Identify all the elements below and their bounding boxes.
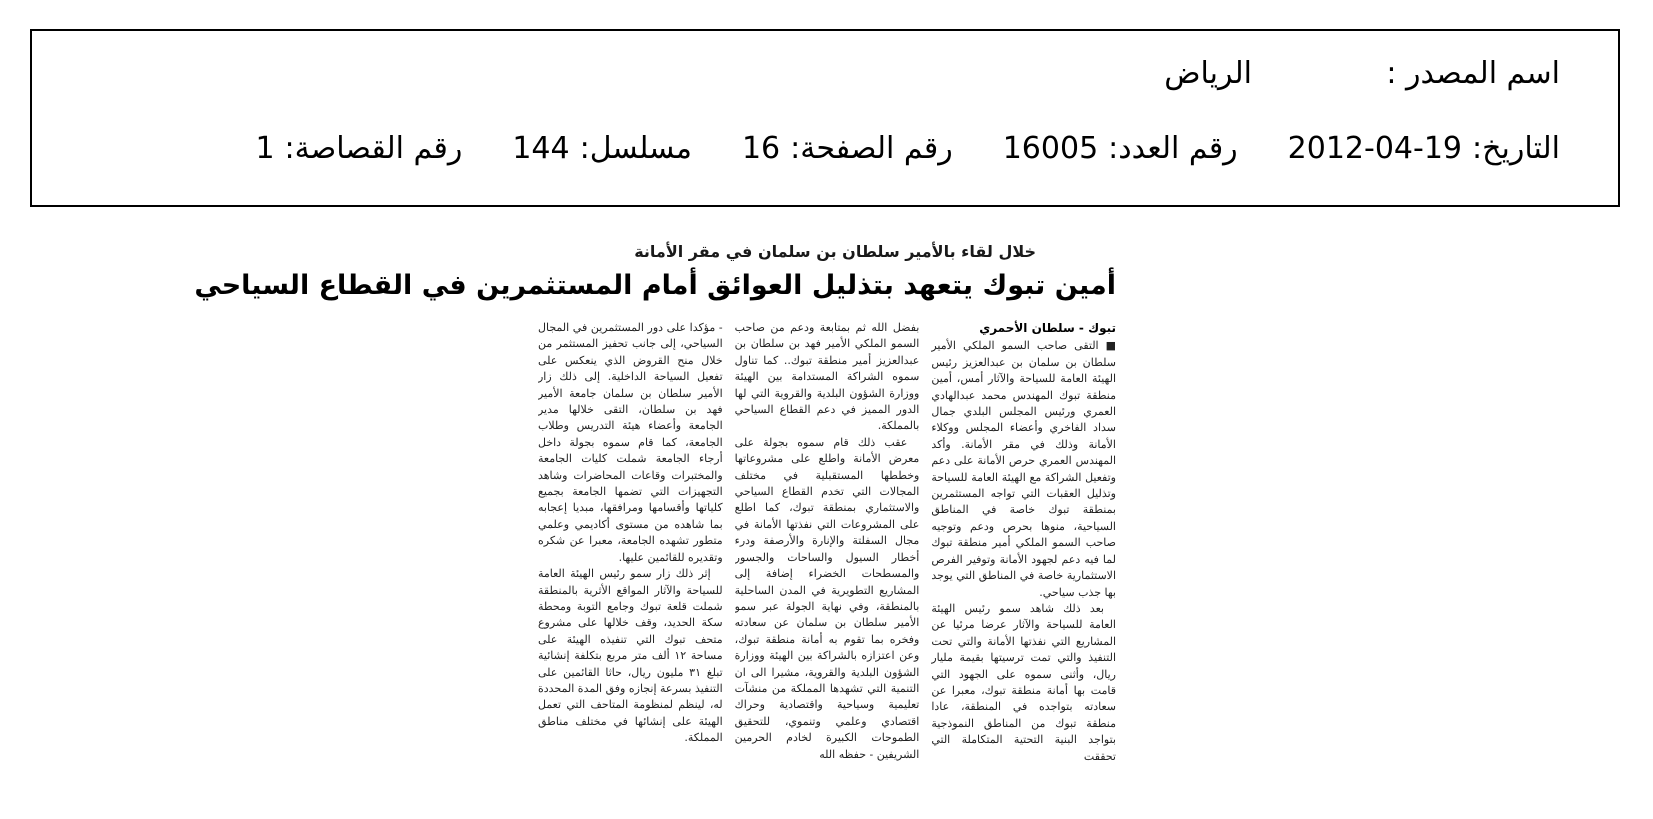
article-paragraph: إثر ذلك زار سمو رئيس الهيئة العامة للسياحة والآثار المواقع الأثرية بالمنطقة شملت قلعة تبوك وجامع التوبة ومحطة سكة الحديد، وقف خلالها على مشروع متحف تبوك التي تنفيذه الهيئة على مساحة ١٢ ألف متر مربع بتكلفة إنشائية تبلغ ٣١ مليون ريال، حاثا القائمين على التنفيذ بسرعة إنجازه وفق المدة المحددة له، لينظم لمنظومة المتاحف التي تعمل الهيئة على إنشائها في مختلف مناطق المملكة. — [537, 567, 723, 745]
page-label: رقم الصفحة: — [790, 131, 953, 166]
serial-label: مسلسل: — [579, 131, 692, 166]
date-value: 2012-04-19 — [1287, 131, 1463, 166]
date-label: التاريخ: — [1472, 131, 1560, 166]
serial-value: 144 — [512, 131, 570, 166]
details-row — [255, 131, 1560, 166]
article-paragraph: عقب ذلك قام سموه بجولة على معرض الأمانة واطلع على مشروعاتها وخططها المستقبلية في مختلف المجالات التي تخدم القطاع السياحي والاستثماري بمنطقة تبوك، كما اطلع على المشروعات التي نفذتها الأمانة في مجال السفلتة والإنارة والأرصفة ودرء أخطار السيول والساحات والجسور والمسطحات الخضراء إضافة إلى المشاريع التطويرية في المدن الساحلية بالمنطقة، وفي نهاية الجولة عبر سمو الأمير سلطان بن سلمان عن سعادته وفخره بما تقوم به أمانة منطقة تبوك، وعن اعتزازه بالشراكة بين الهيئة ووزارة الشؤون البلدية والقروية، مشيرا الى ان التنمية التي تشهدها المملكة من منشآت تعليمية وسياحية واقتصادية وحراك اقتصادي وعلمي وتنموي، للتحقيق الطموحات الكبيرة لخادم الحرمين الشريفين - حفظه الله — [734, 435, 920, 761]
article-paragraph: بعد ذلك شاهد سمو رئيس الهيئة العامة للسياحة والآثار عرضا مرئيا عن المشاريع التي نفذتها الأمانة والتي تحت التنفيذ والتي تمت ترسيتها بقيمة مليار ريال، وأثنى سموه على الجهود التي قامت بها أمانة منطقة تبوك، معبرا عن سعادته بتواجده في المنطقة، عادا منطقة تبوك من المناطق النموذجية بتواجد البنية التحتية المتكاملة التي تحققت — [931, 601, 1116, 763]
article-headline: أمين تبوك يتعهد بتذليل العوائق أمام المستثمرين في القطاع السياحي — [194, 270, 1116, 301]
newspaper-clipping — [194, 240, 1116, 800]
article-column-3 — [538, 320, 723, 800]
article-column-2 — [735, 320, 920, 800]
source-row — [1164, 56, 1560, 91]
article-byline: تبوك - سلطان الأحمري — [979, 321, 1116, 335]
issue-label: رقم العدد: — [1108, 131, 1238, 166]
clip-number-field — [255, 131, 462, 166]
article-kicker: خلال لقاء بالأمير سلطان بن سلمان في مقر الأمانة — [634, 242, 1036, 261]
article-paragraph: ■ التقى صاحب السمو الملكي الأمير سلطان بن سلمان بن عبدالعزيز رئيس الهيئة العامة للسياحة والآثار أمس، أمين منطقة تبوك المهندس محمد عبدالهادي العمري ورئيس المجلس البلدي جمال سداد الفاخري وأعضاء المجلس ووكلاء الأمانة وذلك في مقر الأمانة. وأكد المهندس العمري حرص الأمانة على دعم وتفعيل الشراكة مع الهيئة العامة للسياحة وتذليل العقبات التي تواجه المستثمرين بمنطقة تبوك خاصة في المناطق السياحية، منوها بحرص ودعم وتوجيه صاحب السمو الملكي أمير منطقة تبوك لما فيه دعم لجهود الأمانة وتوفير الفرص الاستثمارية خاصة في المناطق التي يوجد بها جذب سياحي. — [931, 339, 1116, 599]
article-paragraph: - مؤكدا على دور المستثمرين في المجال السياحي، إلى جانب تحفيز المستثمر من خلال منح القروض الذي ينعكس على تفعيل السياحة الداخلية. إلى ذلك زار الأمير سلطان بن سلمان جامعة الأمير فهد بن سلطان، التقى خلالها مدير الجامعة وأعضاء هيئة التدريس وطلاب الجامعة، كما قام سموه بجولة داخل أرجاء الجامعة شملت كليات الجامعة والمختبرات وقاعات المحاضرات وشاهد التجهيزات التي تضمها الجامعة بجميع كلياتها وأقسامها ومرافقها، مبديا إعجابه بما شاهده من مستوى أكاديمي وعلمي متطور تشهده الجامعة، معبرا عن شكره وتقديره للقائمين عليها. — [537, 321, 723, 564]
issue-value: 16005 — [1002, 131, 1099, 166]
clip-number-value: 1 — [255, 131, 275, 166]
clip-number-label: رقم القصاصة: — [284, 131, 463, 166]
page-value: 16 — [741, 131, 781, 166]
article-paragraph: بفضل الله ثم بمتابعة ودعم من صاحب السمو الملكي الأمير فهد بن سلطان بن عبدالعزيز أمير منطقة تبوك.. كما تناول سموه الشراكة المستدامة بين الهيئة ووزارة الشؤون البلدية والقروية التي لها الدور المميز في دعم القطاع السياحي بالمملكة. — [734, 321, 920, 433]
article-columns — [538, 320, 1116, 800]
date-field — [1288, 131, 1560, 166]
source-label: اسم المصدر : — [1386, 56, 1560, 91]
issue-field — [1003, 131, 1238, 166]
page-field — [742, 131, 953, 166]
article-column-1 — [931, 320, 1116, 800]
serial-field — [512, 131, 692, 166]
source-metadata-box — [30, 29, 1620, 207]
source-value: الرياض — [1164, 56, 1252, 91]
